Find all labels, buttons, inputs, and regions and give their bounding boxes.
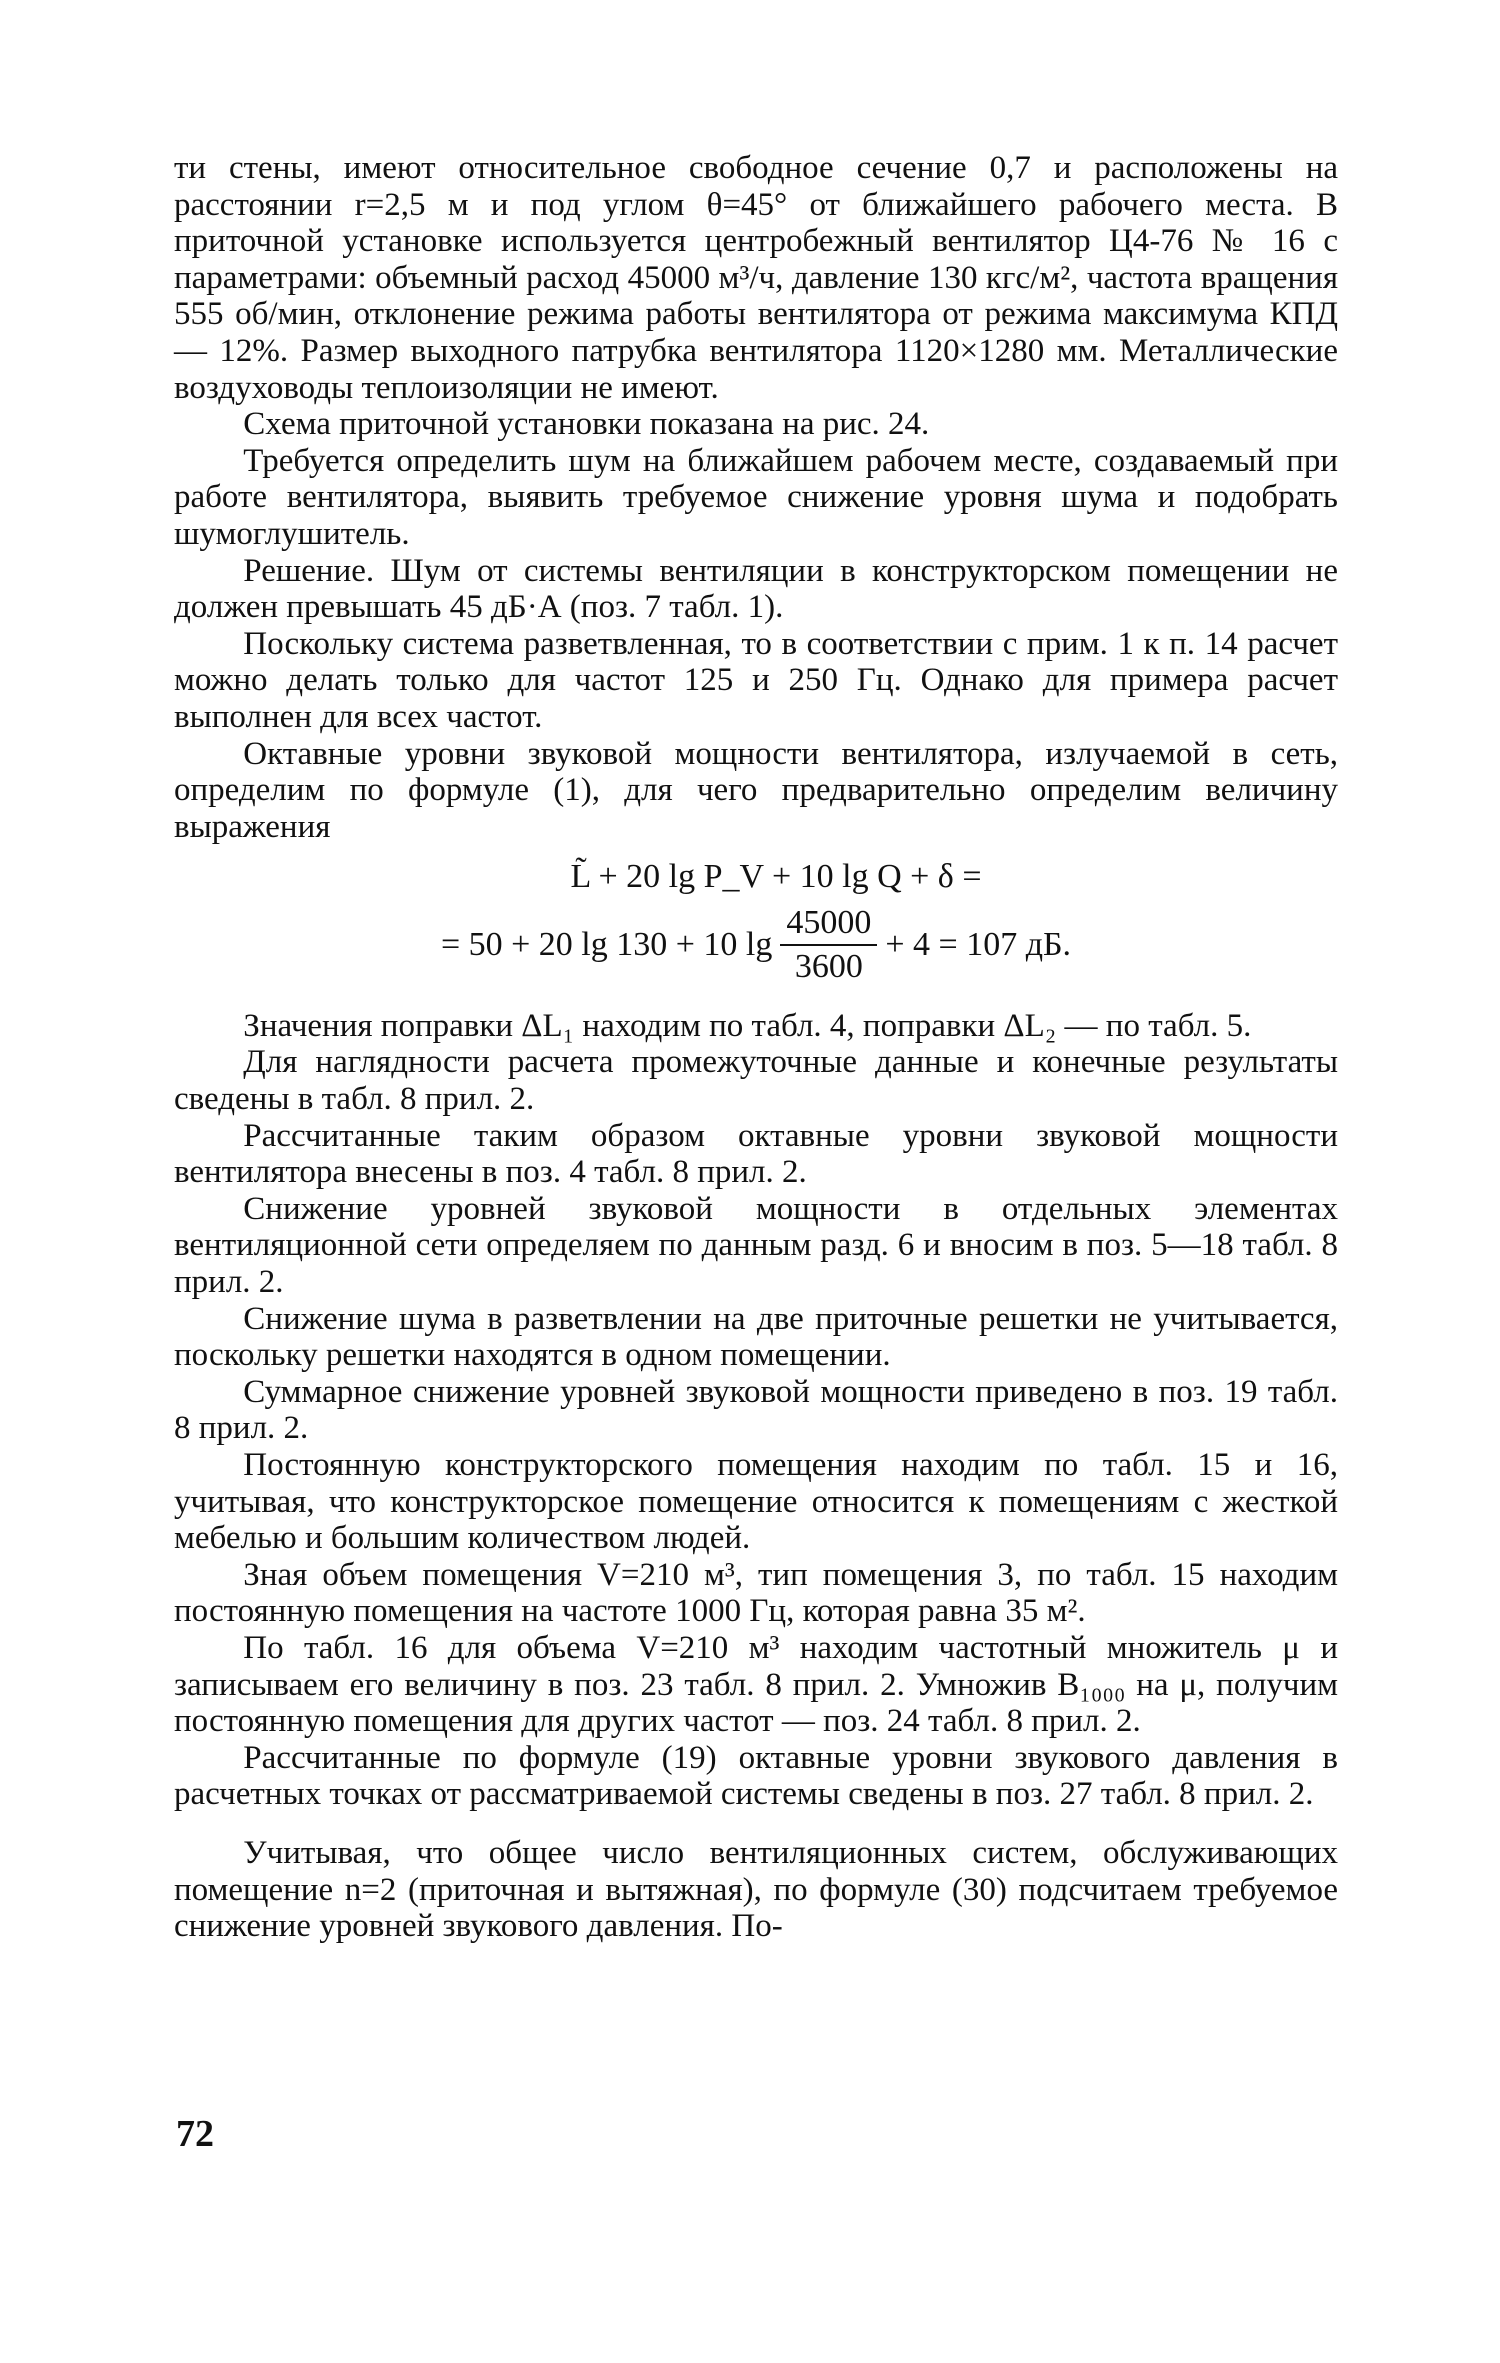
- paragraph: Октавные уровни звуковой мощности вентилятора, излучаемой в сеть, определим по формуле (1), для чего предварительно определим величину выражения: [174, 735, 1338, 845]
- paragraph: Снижение уровней звуковой мощности в отдельных элементах вентиляционной сети определяем по данным разд. 6 и вносим в поз. 5—18 табл. 8 прил. 2.: [174, 1190, 1338, 1301]
- paragraph: Схема приточной установки показана на рис. 24.: [243, 406, 930, 443]
- fraction-numerator: 45000: [780, 904, 877, 946]
- formula-right: + 4 = 107 дБ.: [885, 925, 1072, 963]
- formula-line-2: [174, 904, 1338, 986]
- formula-fraction: [780, 904, 877, 986]
- paragraph: Зная объем помещения V=210 м³, тип помещения 3, по табл. 15 находим постоянную помещения на частоте 1000 Гц, которая равна 35 м².: [174, 1556, 1338, 1630]
- paragraph: Решение. Шум от системы вентиляции в конструкторском помещении не должен превышать 45 дБ·А (поз. 7 табл. 1).: [174, 552, 1338, 626]
- formula-left: = 50 + 20 lg 130 + 10 lg: [440, 925, 773, 963]
- paragraph: Требуется определить шум на ближайшем рабочем месте, создаваемый при работе вентилятора, выявить требуемое снижение уровня шума и подобрать шумоглушитель.: [174, 442, 1338, 552]
- paragraph: Поскольку система разветвленная, то в соответствии с прим. 1 к п. 14 расчет можно делать только для частот 125 и 250 Гц. Однако для примера расчет выполнен для всех частот.: [174, 625, 1338, 735]
- paragraph: Рассчитанные по формуле (19) октавные уровни звукового давления в расчетных точках от рассматриваемой системы сведены в поз. 27 табл. 8 прил. 2.: [174, 1739, 1338, 1813]
- paragraph-continuation: ти стены, имеют относительное свободное сечение 0,7 и расположены на расстоянии r=2,5 м и под углом θ=45° от ближайшего рабочего места. В приточной установке используется центробежный вентилятор Ц4-76 № 16 с параметрами: объемный расход 45000 м³/ч, давление 130 кгс/м², частота вращения 555 об/мин, отклонение режима работы вентилятора от режима максимума КПД — 12%. Размер выходного патрубка вентилятора 1120×1280 мм. Металлические воздуховоды теплоизоляции не имеют.: [174, 150, 1338, 406]
- paragraph: Учитывая, что общее число вентиляционных систем, обслуживающих помещение n=2 (приточная и вытяжная), по формуле (30) подсчитаем требуемое снижение уровней звукового давления. По-: [174, 1834, 1338, 1945]
- paragraph: Рассчитанные таким образом октавные уровни звуковой мощности вентилятора внесены в поз. 4 табл. 8 прил. 2.: [174, 1117, 1338, 1191]
- paragraph: По табл. 16 для объема V=210 м³ находим частотный множитель μ и записываем его величину в поз. 23 табл. 8 прил. 2. Умножив B₁₀₀₀ на μ, получим постоянную помещения для других частот — поз. 24 табл. 8 прил. 2.: [174, 1629, 1338, 1740]
- body-text: [174, 150, 1338, 1945]
- paragraph: Снижение шума в разветвлении на две приточные решетки не учитывается, поскольку решетки находятся в одном помещении.: [174, 1300, 1338, 1374]
- formula: [174, 859, 1338, 986]
- formula-line-1: L̃ + 20 lg P_V + 10 lg Q + δ =: [570, 858, 982, 896]
- fraction-denominator: 3600: [794, 947, 863, 985]
- paragraph: Значения поправки ΔL₁ находим по табл. 4, поправки ΔL₂ — по табл. 5.: [243, 1007, 1252, 1044]
- paragraph: Для наглядности расчета промежуточные данные и конечные результаты сведены в табл. 8 прил. 2.: [174, 1044, 1338, 1118]
- page-number: 72: [176, 2113, 214, 2155]
- paragraph: Суммарное снижение уровней звуковой мощности приведено в поз. 19 табл. 8 прил. 2.: [174, 1373, 1338, 1447]
- paragraph: Постоянную конструкторского помещения находим по табл. 15 и 16, учитывая, что конструкторское помещение относится к помещениям с жесткой мебелью и большим количеством людей.: [174, 1447, 1338, 1557]
